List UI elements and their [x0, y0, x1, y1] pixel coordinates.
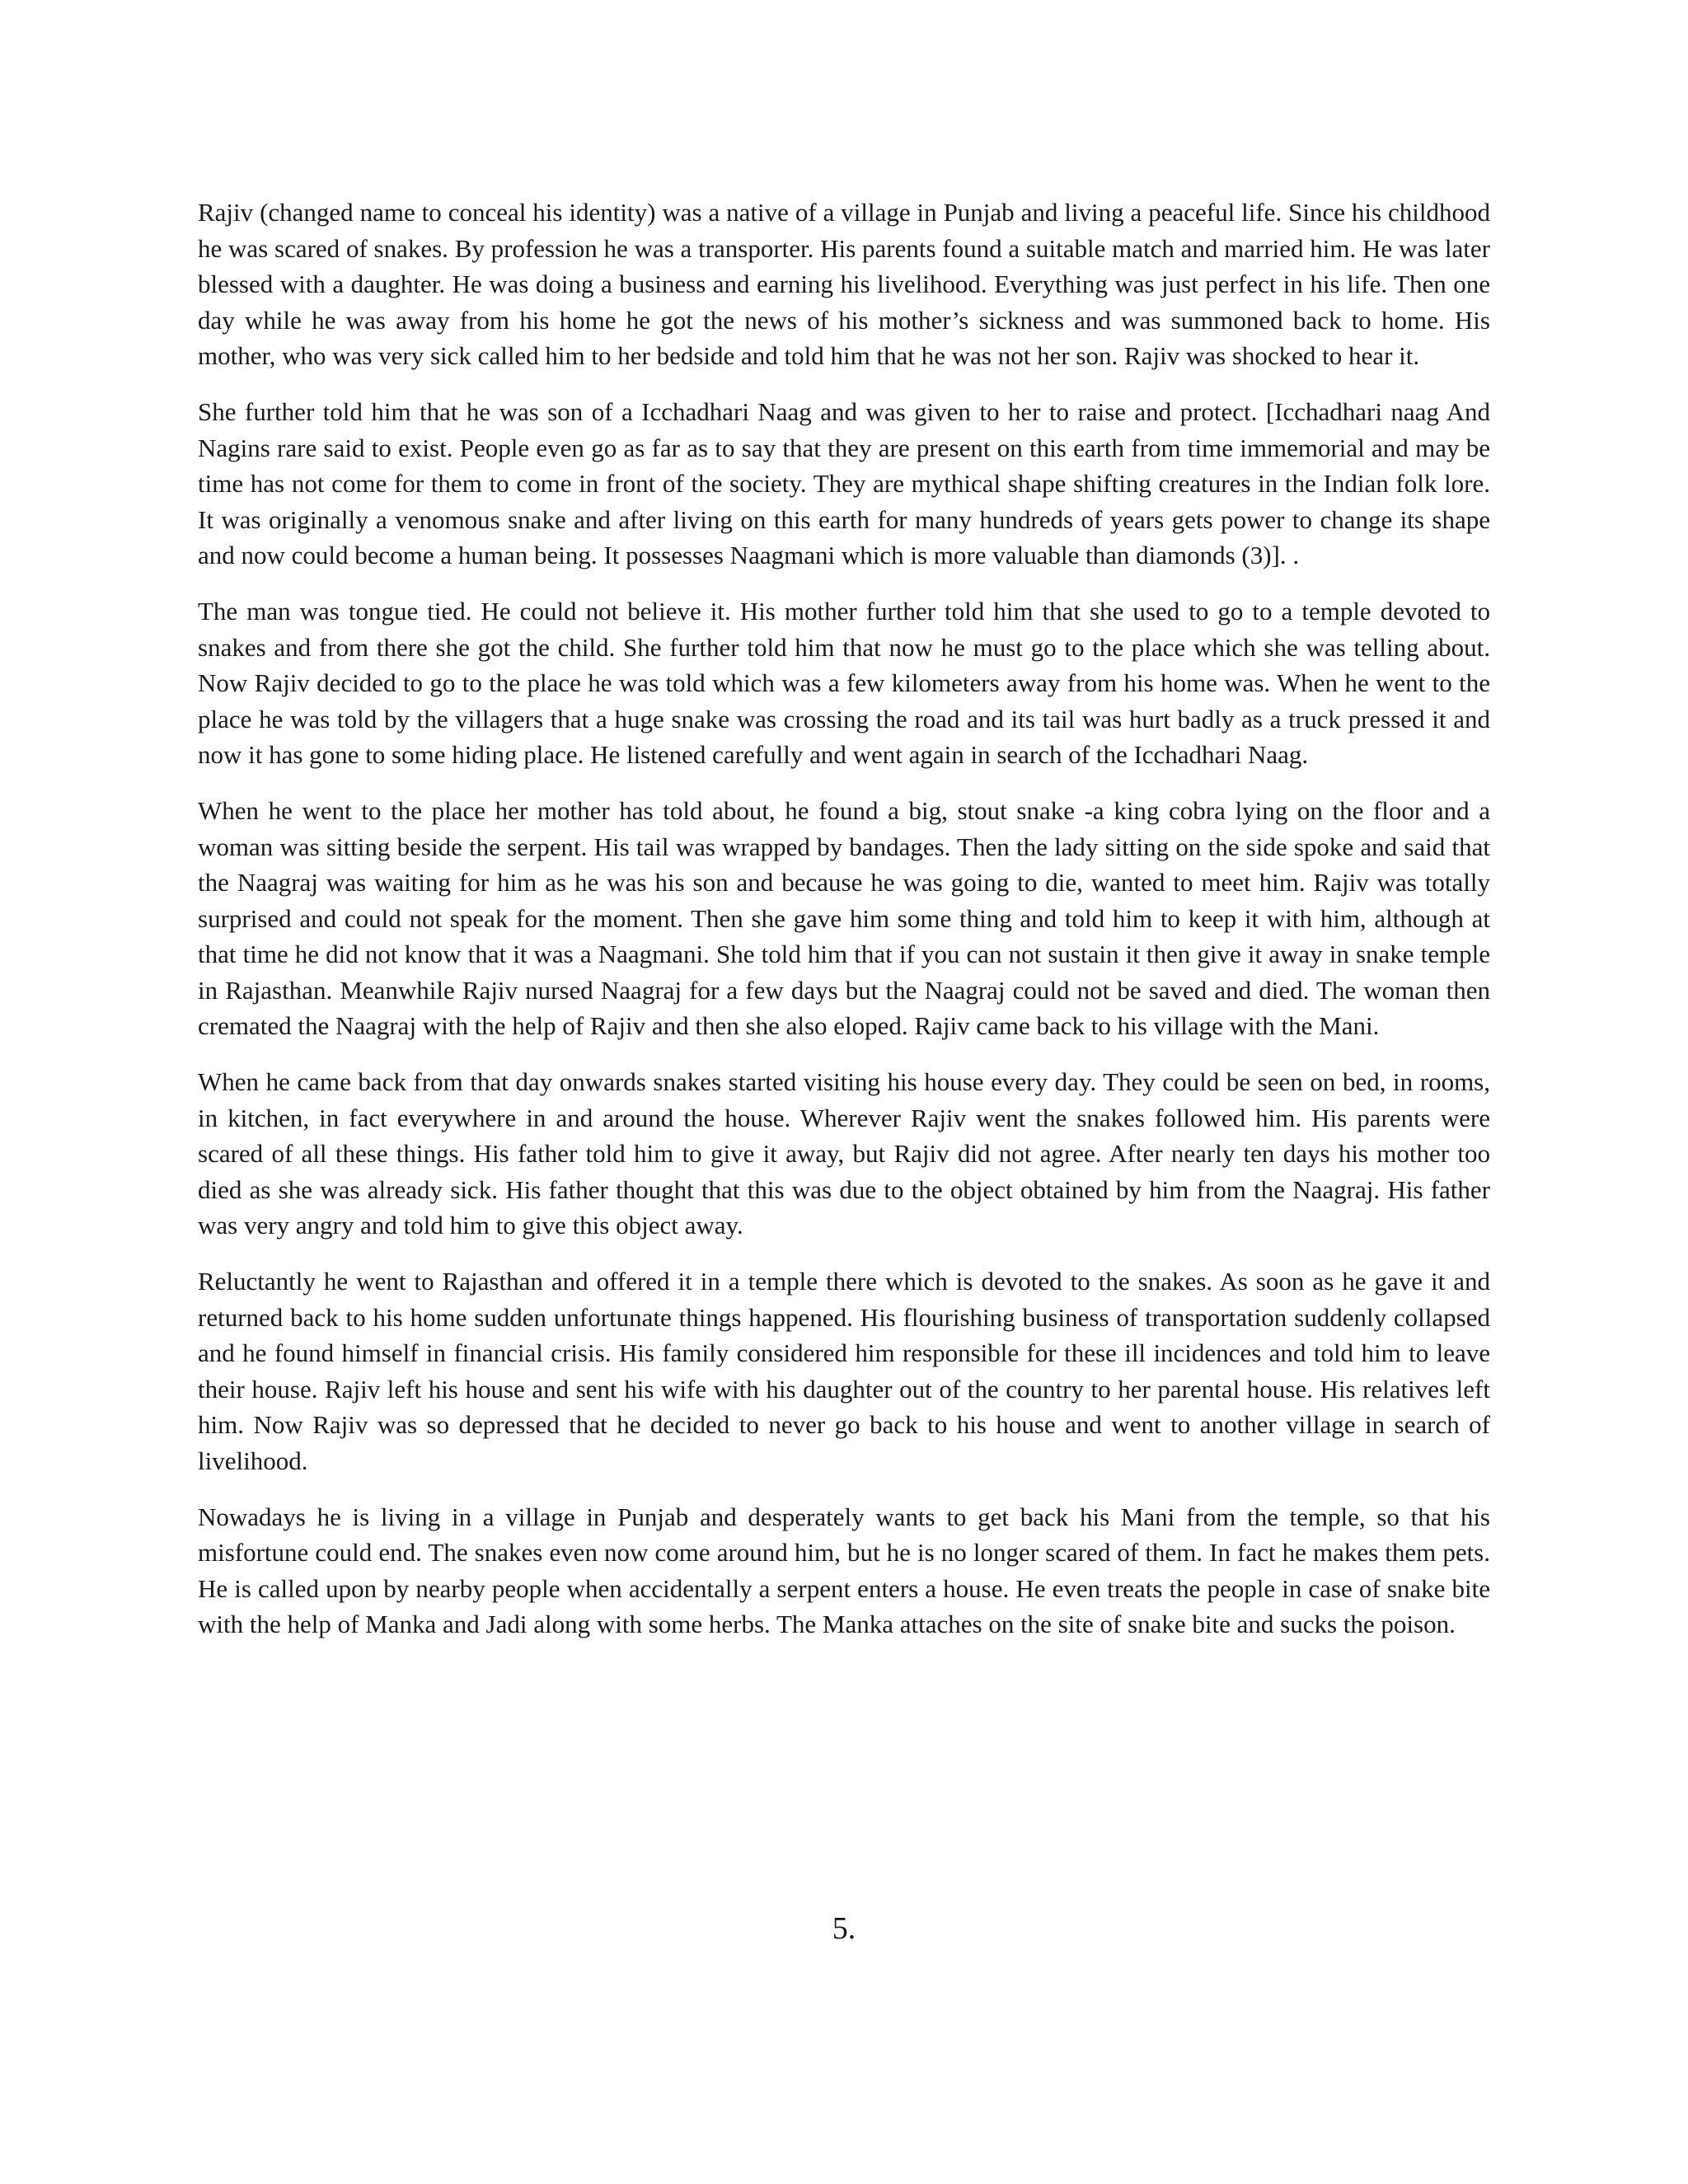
paragraph-3: The man was tongue tied. He could not believe it. His mother further told him that she used to go to a temple devoted to snakes and from there she got the child. She further told him that now he must go to the place which she was telling about. Now Rajiv decided to go to the place he was told which was a few kilometers away from his home was. When he went to the place he was told by the villagers that a huge snake was crossing the road and its tail was hurt badly as a truck pressed it and now it has gone to some hiding place. He listened carefully and went again in search of the Icchadhari Naag.: [198, 596, 1490, 770]
paragraph-1: Rajiv (changed name to conceal his identity) was a native of a village in Punjab and living a peaceful life. Since his childhood he was scared of snakes. By profession he was a transporter. His parents found a suitable match and married him. He was later blessed with a daughter. He was doing a business and earning his livelihood. Everything was just perfect in his life. Then one day while he was away from his home he got the news of his mother’s sickness and was summoned back to home. His mother, who was very sick called him to her bedside and told him that he was not her son. Rajiv was shocked to hear it.: [198, 198, 1490, 371]
paragraph-5: When he came back from that day onwards snakes started visiting his house every day. They could be seen on bed, in rooms, in kitchen, in fact everywhere in and around the house. Wherever Rajiv went the snakes followed him. His parents were scared of all these things. His father told him to give it away, but Rajiv did not agree. After nearly ten days his mother too died as she was already sick. His father thought that this was due to the object obtained by him from the Naagraj. His father was very angry and told him to give this object away.: [198, 1067, 1490, 1240]
page-number: 5.: [832, 1911, 856, 1946]
paragraph-7: Nowadays he is living in a village in Punjab and desperately wants to get back his Mani from the temple, so that his misfortune could end. The snakes even now come around him, but he is no longer scared of them. In fact he makes them pets. He is called upon by nearby people when accidentally a serpent enters a house. He even treats the people in case of snake bite with the help of Manka and Jadi along with some herbs. The Manka attaches on the site of snake bite and sucks the poison.: [198, 1502, 1490, 1639]
paragraph-6: Reluctantly he went to Rajasthan and offered it in a temple there which is devoted to the snakes. As soon as he gave it and returned back to his home sudden unfortunate things happened. His flourishing business of transportation suddenly collapsed and he found himself in financial crisis. His family considered him responsible for these ill incidences and told him to leave their house. Rajiv left his house and sent his wife with his daughter out of the country to her parental house. His relatives left him. Now Rajiv was so depressed that he decided to never go back to his house and went to another village in search of livelihood.: [198, 1267, 1490, 1475]
body-text: [198, 194, 1490, 1662]
paragraph-4: When he went to the place her mother has told about, he found a big, stout snake -a king cobra lying on the floor and a woman was sitting beside the serpent. His tail was wrapped by bandages. Then the lady sitting on the side spoke and said that the Naagraj was waiting for him as he was his son and because he was going to die, wanted to meet him. Rajiv was totally surprised and could not speak for the moment. Then she gave him some thing and told him to keep it with him, although at that time he did not know that it was a Naagmani. She told him that if you can not sustain it then give it away in snake temple in Rajasthan. Meanwhile Rajiv nursed Naagraj for a few days but the Naagraj could not be saved and died. The woman then cremated the Naagraj with the help of Rajiv and then she also eloped. Rajiv came back to his village with the Mani.: [198, 795, 1490, 1041]
paragraph-2: She further told him that he was son of a Icchadhari Naag and was given to her to raise and protect. [Icchadhari naag And Nagins rare said to exist. People even go as far as to say that they are present on this earth from time immemorial and may be time has not come for them to come in front of the society. They are mythical shape shifting creatures in the Indian folk lore. It was originally a venomous snake and after living on this earth for many hundreds of years gets power to change its shape and now could become a human being. It possesses Naagmani which is more valuable than diamonds (3)]. .: [198, 396, 1490, 570]
